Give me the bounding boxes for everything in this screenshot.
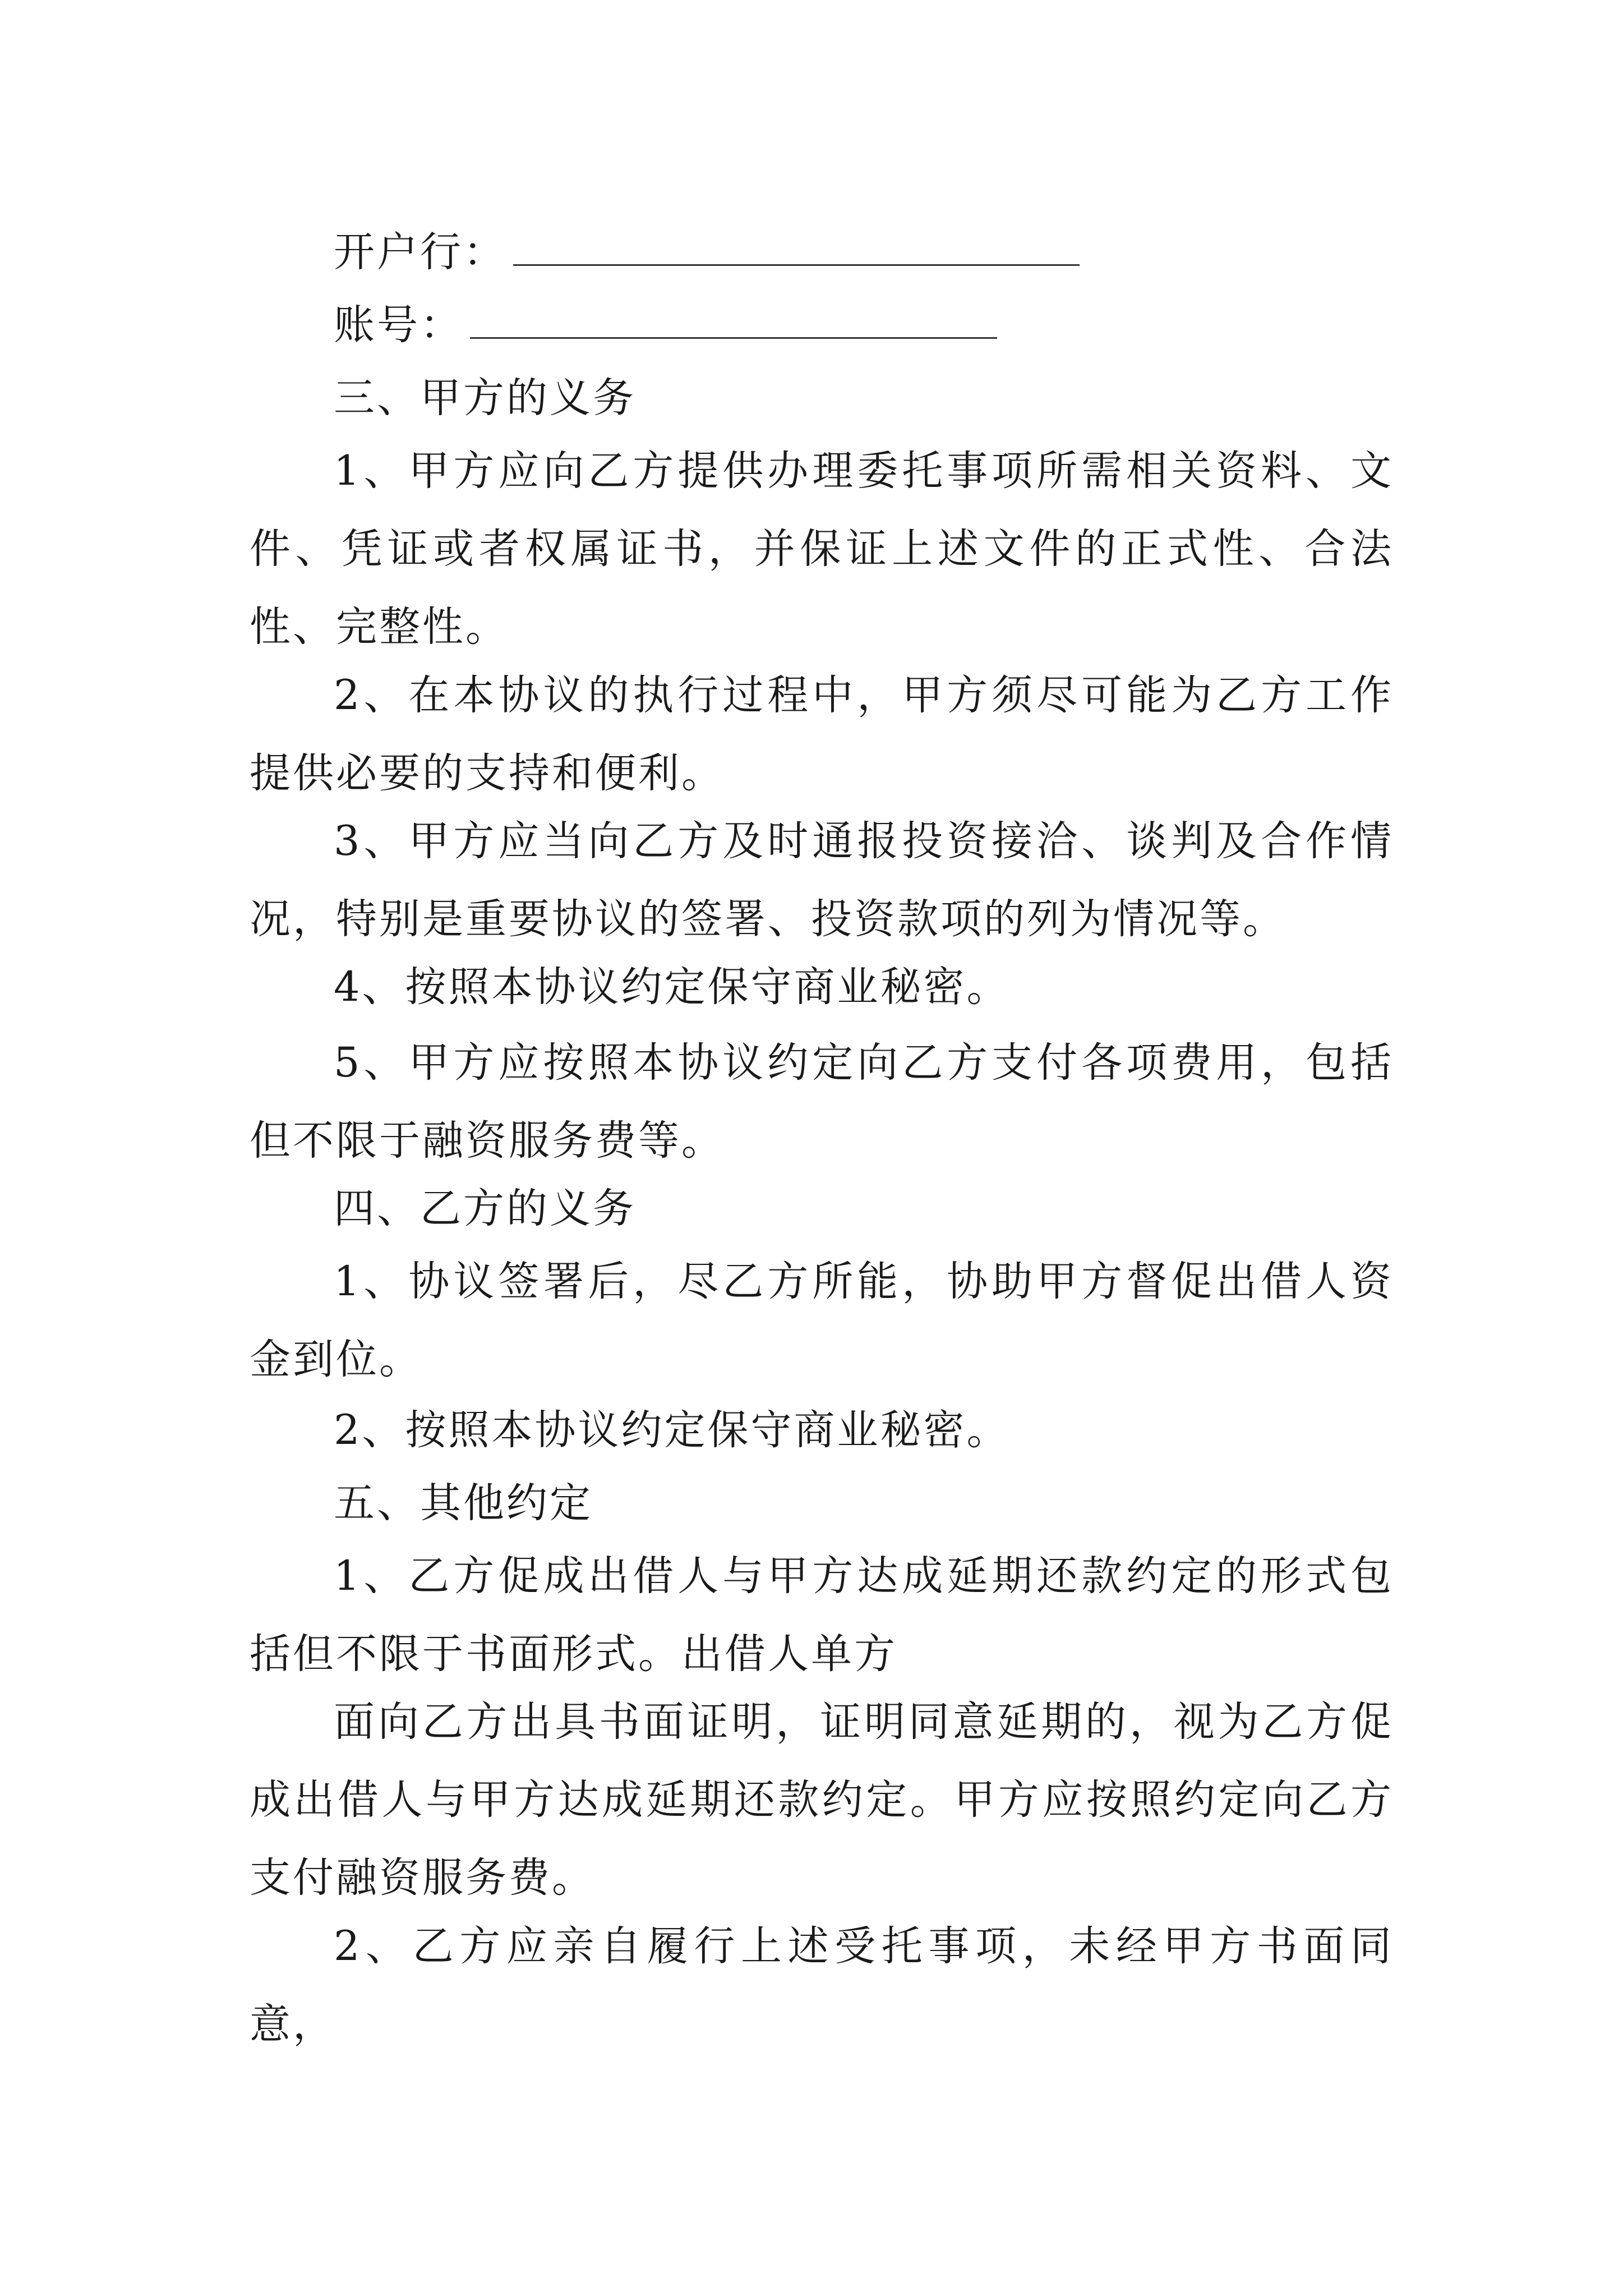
account-field — [334, 286, 997, 364]
section-3-paragraph-3: 3、甲方应当向乙方及时通报投资接洽、谈判及合作情况，特别是重要协议的签署、投资款项的列为情况等。 — [250, 817, 1394, 943]
section-3-paragraph-2: 2、在本协议的执行过程中，甲方须尽可能为乙方工作提供必要的支持和便利。 — [250, 671, 1394, 797]
section-3-paragraph-5: 5、甲方应按照本协议约定向乙方支付各项费用，包括但不限于融资服务费等。 — [250, 1039, 1394, 1165]
bank-label: 开户行： — [334, 228, 506, 276]
section-3-paragraph-1: 1、甲方应向乙方提供办理委托事项所需相关资料、文件、凭证或者权属证书，并保证上述文件的正式性、合法性、完整性。 — [250, 447, 1394, 651]
account-blank-line — [470, 337, 997, 339]
section-5-paragraph-2: 2、乙方应亲自履行上述受托事项，未经甲方书面同意， — [250, 1922, 1394, 2048]
section-5-title: 五、其他约定 — [334, 1479, 593, 1527]
section-3-title: 三、甲方的义务 — [334, 374, 636, 422]
section-5-paragraph-1-continued: 面向乙方出具书面证明，证明同意延期的，视为乙方促成出借人与甲方达成延期还款约定。甲方应按照约定向乙方支付融资服务费。 — [250, 1698, 1394, 1902]
bank-blank-line — [513, 264, 1080, 266]
bank-field — [334, 213, 1080, 291]
section-5-paragraph-1: 1、乙方促成出借人与甲方达成延期还款约定的形式包括但不限于书面形式。出借人单方 — [250, 1552, 1394, 1678]
section-4-paragraph-1: 1、协议签署后，尽乙方所能，协助甲方督促出借人资金到位。 — [250, 1258, 1394, 1383]
section-4-paragraph-2: 2、按照本协议约定保守商业秘密。 — [334, 1406, 1010, 1454]
section-4-title: 四、乙方的义务 — [334, 1185, 636, 1232]
section-3-paragraph-4: 4、按照本协议约定保守商业秘密。 — [334, 963, 1010, 1011]
account-label: 账号： — [334, 301, 463, 349]
